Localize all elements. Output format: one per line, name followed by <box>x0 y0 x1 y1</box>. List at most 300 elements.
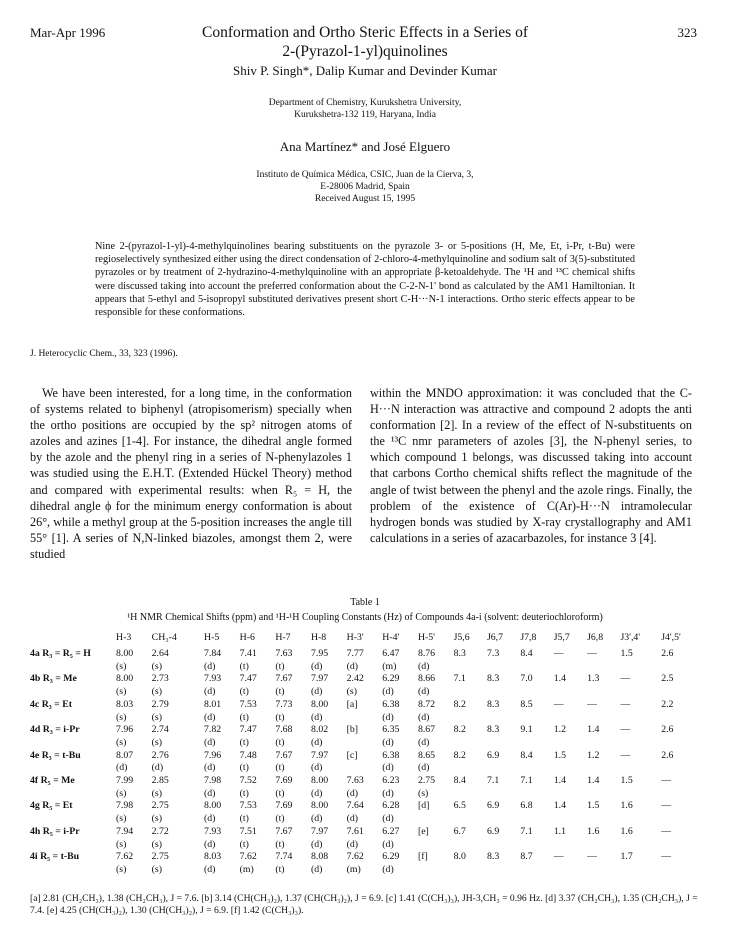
multiplicity-cell <box>454 737 487 750</box>
multiplicity-cell: (t) <box>275 838 285 850</box>
multiplicity-cell: (t) <box>239 660 249 672</box>
table-cell: 2.74 <box>151 724 169 736</box>
multiplicity-cell <box>554 661 587 674</box>
table-cell: 8.4 <box>453 775 466 787</box>
multiplicity-cell <box>487 762 520 775</box>
multiplicity-cell <box>587 737 620 750</box>
multiplicity-cell <box>554 864 587 877</box>
multiplicity-row <box>30 788 702 801</box>
multiplicity-cell: (d) <box>310 813 323 825</box>
table-cell: 8.01 <box>204 698 222 710</box>
table-footnotes: [a] 2.81 (CH₂CH₃), 1.38 (CH₂CH₃), J = 7.6. [b] 3.14 (CH(CH₃)₂), 1.37 (CH(CH₃)₂), J = 6.9. [c] 1.41 (C(CH₃)₃), JH-3,CH₃ = 0.96 Hz. [d] 3.37 (CH₂CH₃), 1.35 (CH₂CH₃), J = 7.4. [e] 4.25 (CH(CH₃)₂), 1.30 (CH(CH₃)₂), J = 6.9. [f] 1.42 (C(CH₃)₃). <box>30 893 698 916</box>
table-cell: 7.77 <box>346 648 364 659</box>
table-cell: 7.96 <box>204 749 222 761</box>
blank-cell <box>30 712 116 725</box>
table-cell: 6.35 <box>382 724 400 736</box>
title-line-2: 2-(Pyrazol-1-yl)quinolines <box>282 43 448 60</box>
table-cell: 2.5 <box>661 673 674 685</box>
multiplicity-cell: (d) <box>417 711 430 723</box>
title-line-1: Conformation and Ortho Steric Effects in a Series of <box>202 24 528 41</box>
multiplicity-cell: (s) <box>151 736 162 748</box>
multiplicity-cell: (d) <box>204 660 216 672</box>
nmr-table <box>30 630 702 877</box>
article-title <box>150 23 580 61</box>
multiplicity-cell: (d) <box>310 736 323 748</box>
multiplicity-cell <box>620 813 661 826</box>
table-row <box>30 851 702 864</box>
multiplicity-cell: (d) <box>310 787 323 799</box>
table-cell: 7.98 <box>204 775 222 787</box>
affiliation-2 <box>150 169 580 205</box>
table-cell: 1.6 <box>620 800 633 812</box>
multiplicity-row <box>30 686 702 699</box>
table-cell: 1.5 <box>620 648 633 659</box>
multiplicity-cell <box>554 737 587 750</box>
column-header: J5,6 <box>453 631 470 643</box>
table-cell: 1.2 <box>587 749 600 761</box>
compound-label: 4c R₃ = Et <box>30 698 72 710</box>
multiplicity-cell <box>454 712 487 725</box>
affiliation-1-line-2: Kurukshetra-132 119, Haryana, India <box>294 110 436 120</box>
compound-label: 4g R₅ = Et <box>30 800 73 812</box>
column-header: H-8 <box>310 631 327 643</box>
table-cell: 7.63 <box>275 648 293 659</box>
table-caption: ¹H NMR Chemical Shifts (ppm) and ¹H-¹H Coupling Constants (Hz) of Compounds 4a-i (solvent: deuteriochloroform) <box>127 612 603 623</box>
multiplicity-cell: (d) <box>346 813 359 825</box>
multiplicity-cell <box>418 864 454 877</box>
table-cell: 6.29 <box>382 673 400 685</box>
table-cell: 8.00 <box>204 800 222 812</box>
multiplicity-cell: (d) <box>382 838 394 850</box>
column-header: H-3' <box>346 631 364 643</box>
multiplicity-cell <box>347 762 383 775</box>
table-cell: 8.67 <box>417 724 436 736</box>
multiplicity-cell: (t) <box>239 813 249 825</box>
table-cell: 7.93 <box>204 825 222 837</box>
table-cell: — <box>587 698 597 710</box>
multiplicity-cell <box>418 813 454 826</box>
multiplicity-cell <box>554 712 587 725</box>
multiplicity-cell: (d) <box>310 762 323 774</box>
table-cell: 2.73 <box>151 673 169 685</box>
multiplicity-cell: (s) <box>151 813 162 825</box>
multiplicity-cell <box>661 661 702 674</box>
multiplicity-cell: (s) <box>151 686 162 698</box>
table-cell: 6.9 <box>486 749 500 761</box>
multiplicity-cell <box>454 762 487 775</box>
multiplicity-cell <box>454 839 487 852</box>
affiliation-2-line-2: E-28006 Madrid, Spain <box>320 182 410 192</box>
multiplicity-cell: (d) <box>382 711 394 723</box>
multiplicity-cell: (t) <box>275 762 285 774</box>
multiplicity-cell: (d) <box>382 762 394 774</box>
table-cell: 8.66 <box>417 673 436 685</box>
table-row <box>30 648 702 661</box>
table-cell: 8.2 <box>453 724 466 736</box>
table-cell: 7.41 <box>239 648 257 659</box>
multiplicity-cell <box>454 864 487 877</box>
table-cell: 1.4 <box>587 775 600 787</box>
table-cell: 6.28 <box>382 800 400 812</box>
multiplicity-cell <box>587 864 620 877</box>
table-cell: [a] <box>346 698 358 710</box>
table-cell: 8.2 <box>453 749 466 761</box>
table-cell: 8.72 <box>417 698 436 710</box>
multiplicity-cell: (d) <box>204 686 216 698</box>
table-cell: 6.38 <box>382 698 400 710</box>
column-header: H-5' <box>417 631 435 643</box>
multiplicity-cell: (d) <box>204 762 216 774</box>
table-cell: — <box>620 749 631 761</box>
column-header: H-3 <box>116 631 132 643</box>
table-cell: 7.48 <box>239 749 257 761</box>
table-cell: 7.53 <box>239 698 257 710</box>
multiplicity-cell: (d) <box>382 736 394 748</box>
multiplicity-cell <box>661 788 702 801</box>
table-cell: 7.1 <box>520 775 533 787</box>
table-cell: 2.6 <box>661 749 674 761</box>
multiplicity-cell <box>520 839 553 852</box>
table-cell: 8.3 <box>486 724 500 736</box>
table-cell: 7.64 <box>346 800 364 812</box>
blank-cell <box>30 839 116 852</box>
multiplicity-cell <box>487 813 520 826</box>
table-cell: 7.3 <box>486 648 500 659</box>
multiplicity-cell: (t) <box>239 762 249 774</box>
column-header: J7,8 <box>520 631 537 643</box>
table-cell: — <box>620 724 631 736</box>
multiplicity-cell <box>454 686 487 699</box>
blank-cell <box>30 864 116 877</box>
table-cell: 9.1 <box>520 724 533 736</box>
table-cell: 6.23 <box>382 775 400 787</box>
multiplicity-cell: (d) <box>417 686 430 698</box>
table-cell: 7.99 <box>116 775 134 787</box>
table-cell: 7.94 <box>116 825 134 837</box>
affiliation-2-line-1: Instituto de Química Médica, CSIC, Juan de la Cierva, 3, <box>256 170 474 180</box>
multiplicity-cell: (s) <box>116 813 127 825</box>
multiplicity-cell: (d) <box>382 787 394 799</box>
table-cell: — <box>620 673 631 685</box>
multiplicity-cell: (s) <box>116 711 127 723</box>
table-row <box>30 724 702 737</box>
multiplicity-cell: (t) <box>275 813 285 825</box>
table-cell: 7.67 <box>275 749 293 761</box>
multiplicity-cell <box>520 686 553 699</box>
blank-cell <box>30 661 116 674</box>
multiplicity-cell <box>661 762 702 775</box>
table-cell: 1.6 <box>620 825 633 837</box>
multiplicity-cell: (t) <box>275 660 285 672</box>
table-cell: 7.95 <box>310 648 329 659</box>
table-cell: [e] <box>417 825 429 837</box>
table-cell: 8.5 <box>520 698 533 710</box>
compound-label: 4d R₃ = i-Pr <box>30 724 80 736</box>
multiplicity-cell: (m) <box>239 863 254 875</box>
multiplicity-cell <box>487 661 520 674</box>
compound-label: 4b R₃ = Me <box>30 673 77 685</box>
affiliation-1 <box>150 97 580 121</box>
column-header: H-4' <box>382 631 400 643</box>
table-cell: 8.00 <box>116 648 134 659</box>
multiplicity-cell: (d) <box>204 787 216 799</box>
multiplicity-cell: (d) <box>417 762 430 774</box>
multiplicity-cell: (s) <box>151 838 162 850</box>
table-cell: 6.7 <box>453 825 466 837</box>
table-cell: 8.00 <box>310 800 329 812</box>
table-cell: [f] <box>417 851 428 863</box>
table-cell: 2.6 <box>661 724 674 736</box>
multiplicity-cell <box>487 686 520 699</box>
multiplicity-cell <box>587 788 620 801</box>
multiplicity-cell <box>587 686 620 699</box>
compound-label: 4e R₃ = t-Bu <box>30 749 81 761</box>
table-cell: 2.85 <box>151 775 169 787</box>
table-cell: 6.5 <box>453 800 466 812</box>
table-cell: 8.7 <box>520 851 533 863</box>
table-cell: 1.4 <box>587 724 600 736</box>
table-cell: [b] <box>346 724 359 736</box>
body-column-left: We have been interested, for a long time, in the conformation of systems related to biphenyl (atropisomerism) specially when the ortho positions are occupied by the sp² nitrogen atoms of azoles and azines [1-4]. For instance, the dihedral angle formed by the azole and the phenyl ring in a series of N-phenylazoles 1 was studied using the E.H.T. (Extended Hückel Theory) method and compared with experimental results: when R₅ = H, the dihedral angle ϕ for the minimum energy conformation is about 26°, while a methyl group at the 5-position increases the angle till 55° [1]. A series of N,N-linked biazoles, amongst them 2, were studied <box>30 386 352 561</box>
journal-citation: J. Heterocyclic Chem., 33, 323 (1996). <box>30 349 178 359</box>
multiplicity-cell <box>520 762 553 775</box>
table-cell: 8.3 <box>486 673 500 685</box>
table-cell: 8.3 <box>486 851 500 863</box>
multiplicity-cell: (m) <box>382 660 397 672</box>
multiplicity-cell <box>487 737 520 750</box>
multiplicity-cell <box>661 712 702 725</box>
multiplicity-cell <box>620 864 661 877</box>
multiplicity-cell <box>554 686 587 699</box>
authors-group-1: Shiv P. Singh*, Dalip Kumar and Devinder Kumar <box>233 63 497 78</box>
multiplicity-cell: (d) <box>204 863 216 875</box>
table-cell: — <box>587 851 597 863</box>
multiplicity-cell <box>454 661 487 674</box>
multiplicity-cell <box>587 762 620 775</box>
table-cell: 7.47 <box>239 724 257 736</box>
table-cell: 8.76 <box>417 648 436 659</box>
multiplicity-row <box>30 737 702 750</box>
table-cell: 8.3 <box>453 648 466 659</box>
multiplicity-row <box>30 762 702 775</box>
multiplicity-cell: (d) <box>310 686 323 698</box>
multiplicity-cell <box>587 813 620 826</box>
multiplicity-cell: (d) <box>417 736 430 748</box>
multiplicity-cell <box>554 813 587 826</box>
table-cell: — <box>620 698 631 710</box>
multiplicity-cell <box>620 712 661 725</box>
multiplicity-cell <box>620 788 661 801</box>
multiplicity-cell: (d) <box>417 660 430 672</box>
table-cell: 2.6 <box>661 648 674 659</box>
table-cell: 7.67 <box>275 825 293 837</box>
multiplicity-cell <box>587 839 620 852</box>
multiplicity-cell <box>487 839 520 852</box>
table-cell: 7.84 <box>204 648 222 659</box>
table-cell: 8.03 <box>204 851 222 863</box>
table-cell: 1.4 <box>553 800 566 812</box>
multiplicity-cell: (d) <box>204 736 216 748</box>
multiplicity-row <box>30 813 702 826</box>
table-cell: 1.5 <box>620 775 633 787</box>
table-row <box>30 750 702 763</box>
page-number: 323 <box>677 25 697 40</box>
multiplicity-cell: (d) <box>382 813 394 825</box>
compound-label: 4i R₅ = t-Bu <box>30 851 80 863</box>
multiplicity-cell <box>347 737 383 750</box>
table-cell: 2.79 <box>151 698 169 710</box>
table-cell: — <box>553 698 564 710</box>
table-cell: 7.47 <box>239 673 257 685</box>
column-header: H-5 <box>204 631 220 643</box>
multiplicity-cell: (m) <box>346 863 361 875</box>
column-header: J4',5' <box>661 631 681 643</box>
multiplicity-cell <box>520 864 553 877</box>
table-cell: 2.75 <box>151 800 169 812</box>
blank-cell <box>30 762 116 775</box>
table-cell: 7.1 <box>453 673 466 685</box>
multiplicity-cell: (s) <box>151 660 162 672</box>
table-cell: — <box>553 648 564 659</box>
table-row <box>30 775 702 788</box>
compound-label: 4f R₅ = Me <box>30 775 75 787</box>
table-cell: 7.61 <box>346 825 364 837</box>
table-cell: — <box>587 648 597 659</box>
table-cell: 8.00 <box>310 698 329 710</box>
multiplicity-cell <box>554 839 587 852</box>
table-cell: 8.07 <box>116 749 134 761</box>
compound-label: 4a R₃ = R₅ = H <box>30 648 91 659</box>
table-cell: 1.1 <box>553 825 566 837</box>
table-cell: 2.72 <box>151 825 169 837</box>
multiplicity-cell: (t) <box>239 736 249 748</box>
multiplicity-cell <box>487 788 520 801</box>
column-header: J6,7 <box>486 631 504 643</box>
multiplicity-cell: (s) <box>346 686 357 698</box>
table-cell: 8.02 <box>310 724 329 736</box>
table-body <box>30 648 702 877</box>
table-cell: 1.6 <box>587 825 600 837</box>
multiplicity-cell: (d) <box>346 787 359 799</box>
table-cell: 8.08 <box>310 851 329 863</box>
table-cell: 7.62 <box>239 851 257 863</box>
table-cell: 7.69 <box>275 775 293 787</box>
multiplicity-cell: (s) <box>151 711 162 723</box>
blank-cell <box>30 788 116 801</box>
multiplicity-cell: (d) <box>310 863 323 875</box>
table-cell: 7.51 <box>239 825 257 837</box>
table-cell: 7.68 <box>275 724 293 736</box>
multiplicity-cell: (s) <box>116 787 127 799</box>
column-header: J3',4' <box>620 631 641 643</box>
multiplicity-cell: (t) <box>239 787 249 799</box>
table-cell: 7.93 <box>204 673 222 685</box>
column-header: CH₃-4 <box>151 631 177 643</box>
table-header-row <box>30 630 702 648</box>
table-cell: 7.73 <box>275 698 293 710</box>
multiplicity-cell <box>520 737 553 750</box>
table-cell: — <box>661 800 671 812</box>
multiplicity-cell: (t) <box>239 711 249 723</box>
multiplicity-cell: (d) <box>204 711 216 723</box>
multiplicity-cell: (d) <box>382 863 394 875</box>
multiplicity-cell: (d) <box>204 838 216 850</box>
multiplicity-cell: (t) <box>239 838 249 850</box>
multiplicity-cell <box>620 737 661 750</box>
multiplicity-cell: (t) <box>275 787 285 799</box>
table-cell: 1.4 <box>553 673 566 685</box>
table-cell: 7.53 <box>239 800 257 812</box>
blank-cell <box>30 686 116 699</box>
multiplicity-cell: (d) <box>310 838 323 850</box>
multiplicity-row <box>30 712 702 725</box>
column-header <box>30 630 116 648</box>
multiplicity-row <box>30 839 702 852</box>
table-cell: 1.2 <box>553 724 566 736</box>
table-cell: 2.75 <box>417 775 436 787</box>
table-cell: 6.47 <box>382 648 400 659</box>
multiplicity-cell: (s) <box>116 838 127 850</box>
table-cell: [c] <box>346 749 358 761</box>
table-cell: 7.82 <box>204 724 222 736</box>
multiplicity-cell: (s) <box>116 686 127 698</box>
table-cell: 7.67 <box>275 673 293 685</box>
table-cell: 8.0 <box>453 851 466 863</box>
multiplicity-cell: (s) <box>116 736 127 748</box>
multiplicity-cell: (t) <box>275 863 285 875</box>
multiplicity-cell <box>554 788 587 801</box>
body-column-right: within the MNDO approximation: it was concluded that the C-H···N interaction was attractive and compound 2 adopts the anti conformation [2]. In a review of the effect of N-substituents on the ¹³C nmr parameters of azoles [3], the N-phenyl series, to which compound 1 belongs, was discussed taking into account that carbons Cortho chemical shifts reflect the magnitude of the angle of twist between the phenyl and the azole rings. Finally, the problem of the existence of C(Ar)-H···N intramolecular hydrogen bonds was studied by X-ray crystallography and AM1 calculations in a series of azacarbazoles, for instance 3 [4]. <box>370 386 692 545</box>
table-cell: 2.75 <box>151 851 169 863</box>
multiplicity-row <box>30 864 702 877</box>
multiplicity-cell <box>520 813 553 826</box>
multiplicity-cell: (s) <box>151 787 162 799</box>
multiplicity-cell <box>520 712 553 725</box>
blank-cell <box>30 737 116 750</box>
multiplicity-cell: (s) <box>417 787 429 799</box>
multiplicity-cell: (t) <box>275 736 285 748</box>
table-cell: 7.97 <box>310 749 329 761</box>
multiplicity-cell: (t) <box>239 686 249 698</box>
table-cell: — <box>661 775 671 787</box>
multiplicity-cell <box>520 788 553 801</box>
table-cell: 7.98 <box>116 800 134 812</box>
table-cell: 8.65 <box>417 749 436 761</box>
column-header: J6,8 <box>587 631 604 643</box>
table-cell: 8.2 <box>453 698 466 710</box>
table-number: Table 1 <box>350 597 380 608</box>
table-cell: 7.1 <box>520 825 533 837</box>
table-cell: 7.52 <box>239 775 257 787</box>
table-cell: 2.64 <box>151 648 169 659</box>
multiplicity-cell <box>620 661 661 674</box>
multiplicity-cell <box>620 839 661 852</box>
table-cell: 7.1 <box>486 775 500 787</box>
multiplicity-cell: (t) <box>275 711 285 723</box>
table-row <box>30 699 702 712</box>
table-cell: 7.69 <box>275 800 293 812</box>
table-cell: 1.5 <box>553 749 566 761</box>
running-date: Mar-Apr 1996 <box>30 25 106 40</box>
table-cell: 7.97 <box>310 825 329 837</box>
column-header: H-6 <box>239 631 255 643</box>
table-row <box>30 800 702 813</box>
table-cell: — <box>553 851 564 863</box>
multiplicity-cell <box>620 686 661 699</box>
compound-label: 4h R₅ = i-Pr <box>30 825 80 837</box>
table-row <box>30 673 702 686</box>
table-cell: 7.62 <box>116 851 134 863</box>
